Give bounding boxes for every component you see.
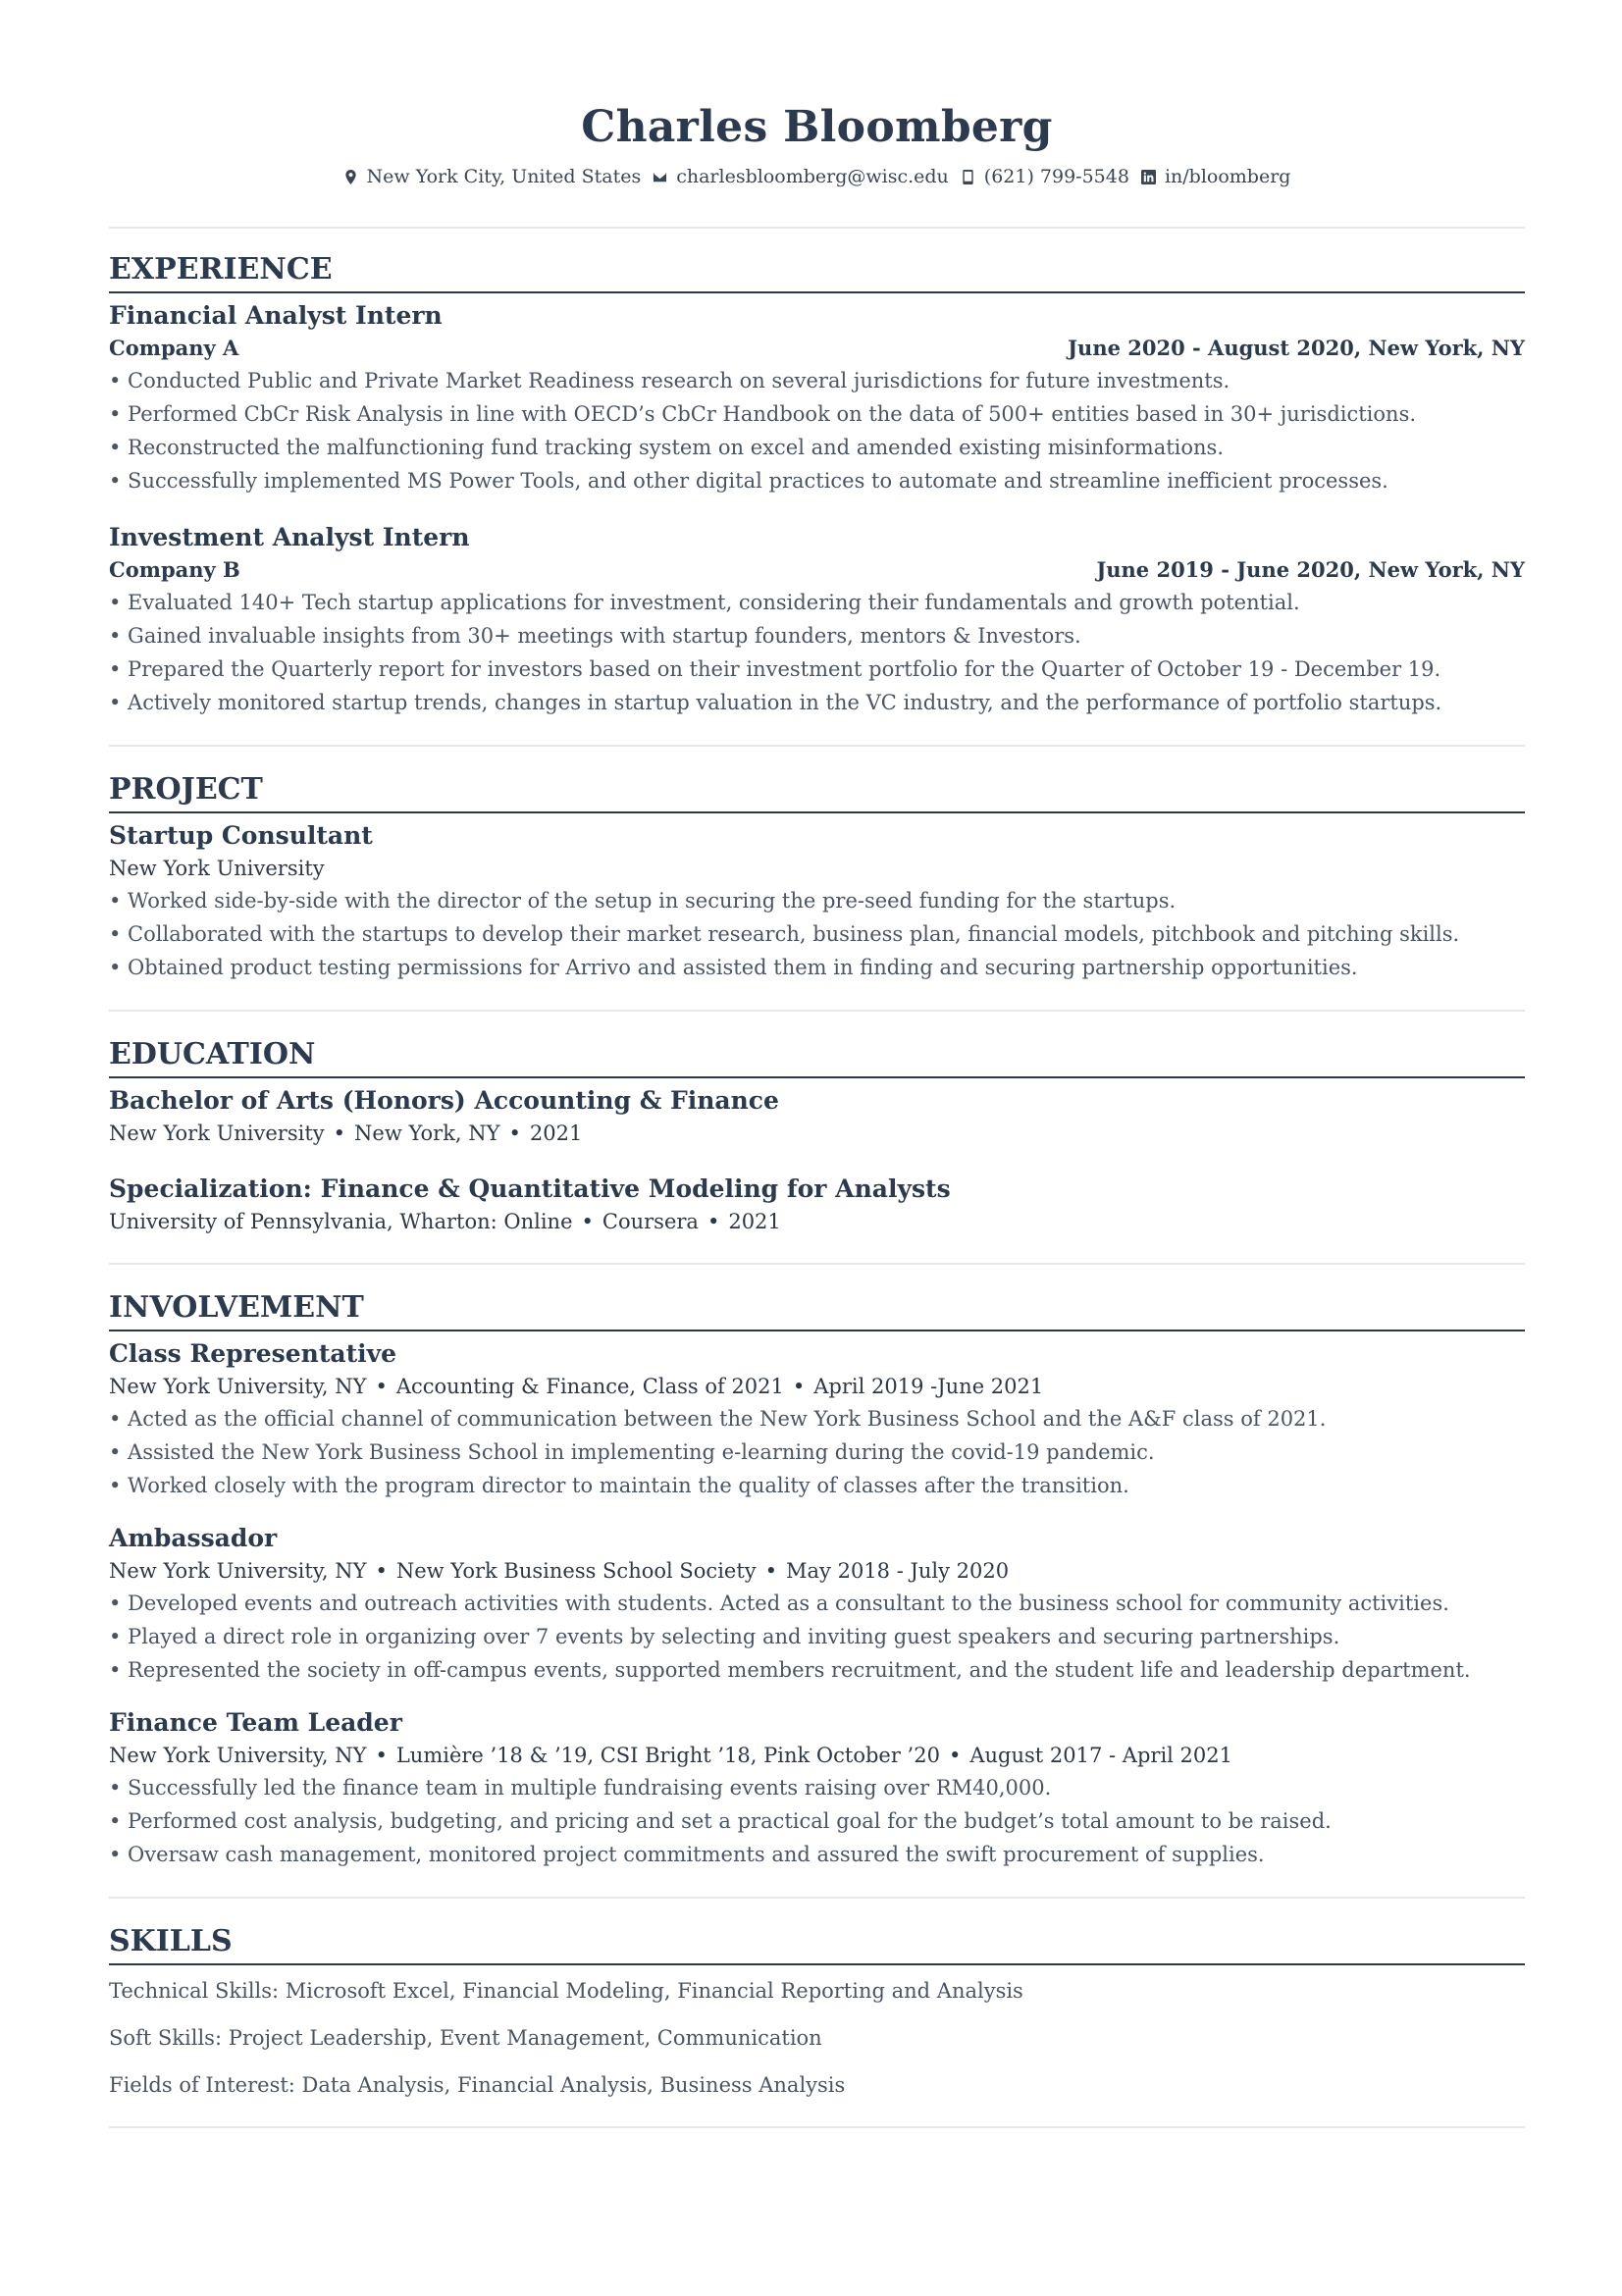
involvement-section [109, 1290, 1525, 1871]
email-link[interactable]: charlesbloomberg@wisc.edu [676, 166, 949, 187]
education-entry [109, 1084, 1525, 1149]
bullet-point: • Gained invaluable insights from 30+ meetings with startup founders, mentors & Investors. [109, 624, 1081, 648]
job-meta [109, 333, 1525, 364]
school-location: New York, NY [354, 1122, 500, 1145]
company-name: Company B [109, 557, 240, 582]
divider [109, 2126, 1525, 2128]
bullet-point: • Developed events and outreach activities with students. Acted as a consultant to the business school for community activities. [109, 1592, 1449, 1615]
degree-title: Specialization: Finance & Quantitative Modeling for Analysts [109, 1174, 951, 1203]
divider [109, 1897, 1525, 1899]
bullet-point: • Played a direct role in organizing over 7 events by selecting and inviting guest speakers and securing partnerships. [109, 1625, 1340, 1648]
skills-heading: SKILLS [109, 1924, 1525, 1965]
involvement-group: New York Business School Society [395, 1559, 757, 1583]
contact-location [343, 166, 642, 187]
experience-section [109, 252, 1525, 719]
education-entry [109, 1173, 1525, 1237]
skill-line: Fields of Interest: Data Analysis, Financial Analysis, Business Analysis [109, 2073, 846, 2097]
platform: Coursera [602, 1210, 699, 1233]
job-dates-location: June 2019 - June 2020, New York, NY [1096, 557, 1525, 582]
involvement-entry [109, 1337, 1525, 1502]
bullet-point: • Successfully led the finance team in multiple fundraising events raising over RM40,000. [109, 1776, 1052, 1800]
project-heading: PROJECT [109, 772, 1525, 813]
grad-year: 2021 [529, 1122, 583, 1145]
location-pin-icon [343, 170, 358, 184]
project-section [109, 772, 1525, 984]
job-title: Investment Analyst Intern [109, 523, 470, 551]
experience-heading: EXPERIENCE [109, 252, 1525, 293]
location-text: New York City, United States [366, 166, 642, 187]
linkedin-icon [1141, 170, 1156, 184]
skill-line: Technical Skills: Microsoft Excel, Financial Modeling, Financial Reporting and Analysis [109, 1979, 1023, 2003]
bullet-point: • Successfully implemented MS Power Tools, and other digital practices to automate and streamline inefficient processes. [109, 469, 1388, 493]
bullet-point: • Reconstructed the malfunctioning fund tracking system on excel and amended existing misinformations. [109, 436, 1224, 459]
bullet-point: • Assisted the New York Business School in implementing e-learning during the covid-19 pandemic. [109, 1440, 1155, 1464]
involvement-org: New York University, NY [109, 1559, 367, 1583]
involvement-dates: August 2017 - April 2021 [969, 1744, 1232, 1767]
resume-page [109, 0, 1525, 2128]
contact-email[interactable] [653, 166, 949, 187]
bullet-point: • Worked closely with the program director to maintain the quality of classes after the transition. [109, 1474, 1129, 1497]
bullet-point: • Evaluated 140+ Tech startup applications for investment, considering their fundamentals and growth potential. [109, 591, 1300, 614]
job-dates-location: June 2020 - August 2020, New York, NY [1068, 336, 1525, 360]
skills-section [109, 1924, 1525, 2101]
school-name: University of Pennsylvania, Wharton: Online [109, 1210, 573, 1233]
experience-entry [109, 521, 1525, 719]
project-org [109, 853, 1525, 884]
education-heading: EDUCATION [109, 1037, 1525, 1078]
involvement-heading: INVOLVEMENT [109, 1290, 1525, 1331]
bullet-point: • Worked side-by-side with the director of the setup in securing the pre-seed funding for the startups. [109, 889, 1177, 913]
degree-details: New York University • New York, NY • 2021 [109, 1122, 583, 1145]
divider [109, 1010, 1525, 1012]
involvement-details: New York University, NY • Lumière ’18 & ’19, CSI Bright ’18, Pink October ’20 • August 2017 - April 2021 [109, 1744, 1232, 1767]
linkedin-link[interactable]: in/bloomberg [1164, 166, 1291, 187]
job-title: Financial Analyst Intern [109, 301, 443, 330]
bullet-point: • Prepared the Quarterly report for investors based on their investment portfolio for the Quarter of October 19 - December 19. [109, 657, 1441, 681]
bullet-point: • Conducted Public and Private Market Readiness research on several jurisdictions for future investments. [109, 369, 1230, 392]
bullet-point: • Performed cost analysis, budgeting, and pricing and set a practical goal for the budget’s total amount to be raised. [109, 1809, 1332, 1833]
involvement-group: Accounting & Finance, Class of 2021 [395, 1375, 784, 1398]
involvement-entry [109, 1522, 1525, 1687]
divider [109, 1263, 1525, 1265]
contact-phone [961, 166, 1129, 187]
mobile-phone-icon [961, 170, 975, 184]
involvement-group: Lumière ’18 & ’19, CSI Bright ’18, Pink October ’20 [395, 1744, 940, 1767]
education-section [109, 1037, 1525, 1237]
involvement-role: Ambassador [109, 1524, 278, 1552]
project-title: Startup Consultant [109, 821, 373, 850]
involvement-details: New York University, NY • Accounting & Finance, Class of 2021 • April 2019 -June 2021 [109, 1375, 1044, 1398]
involvement-entry [109, 1706, 1525, 1871]
job-meta [109, 554, 1525, 586]
skill-line: Soft Skills: Project Leadership, Event Management, Communication [109, 2026, 822, 2050]
contact-linkedin[interactable] [1141, 166, 1291, 187]
involvement-dates: May 2018 - July 2020 [786, 1559, 1010, 1583]
bullet-point: • Represented the society in off-campus events, supported members recruitment, and the student life and leadership department. [109, 1658, 1471, 1682]
candidate-name: Charles Bloomberg [581, 102, 1053, 152]
bullet-point: • Oversaw cash management, monitored project commitments and assured the swift procurement of supplies. [109, 1843, 1265, 1866]
company-name: Company A [109, 336, 239, 360]
involvement-details: New York University, NY • New York Business School Society • May 2018 - July 2020 [109, 1559, 1010, 1583]
bullet-point: • Obtained product testing permissions for Arrivo and assisted them in finding and securing partnership opportunities. [109, 956, 1358, 979]
divider [109, 227, 1525, 229]
grad-year: 2021 [728, 1210, 781, 1233]
degree-details: University of Pennsylvania, Wharton: Online • Coursera • 2021 [109, 1210, 781, 1233]
org-name: New York University [109, 857, 325, 880]
contact-bar [109, 166, 1525, 187]
bullet-point: • Collaborated with the startups to develop their market research, business plan, financial models, pitchbook and pitching skills. [109, 922, 1460, 946]
involvement-org: New York University, NY [109, 1375, 367, 1398]
divider [109, 745, 1525, 747]
involvement-role: Finance Team Leader [109, 1708, 402, 1737]
involvement-org: New York University, NY [109, 1744, 367, 1767]
degree-title: Bachelor of Arts (Honors) Accounting & Finance [109, 1086, 779, 1115]
phone-text: (621) 799-5548 [983, 166, 1129, 187]
experience-entry [109, 299, 1525, 497]
bullet-point: • Actively monitored startup trends, changes in startup valuation in the VC industry, and the performance of portfolio startups. [109, 691, 1442, 714]
involvement-dates: April 2019 -June 2021 [813, 1375, 1044, 1398]
bullet-point: • Acted as the official channel of communication between the New York Business School and the A&F class of 2021. [109, 1407, 1327, 1431]
involvement-role: Class Representative [109, 1339, 397, 1368]
envelope-icon [653, 170, 667, 184]
school-name: New York University [109, 1122, 325, 1145]
project-entry [109, 819, 1525, 984]
bullet-point: • Performed CbCr Risk Analysis in line with OECD’s CbCr Handbook on the data of 500+ entities based in 30+ jurisdictions. [109, 402, 1417, 426]
